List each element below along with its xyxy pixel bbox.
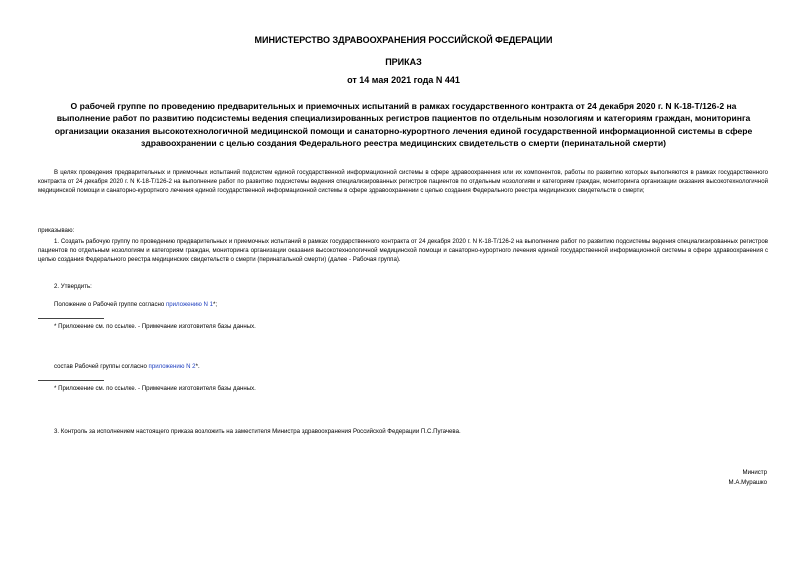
signature-name: М.А.Мурашко [728, 479, 767, 486]
footnote2-rule [38, 380, 104, 381]
item2a-paragraph [54, 300, 217, 309]
footnote1-rule [38, 318, 104, 319]
signature-block [729, 468, 767, 488]
item2b-prefix: состав Рабочей группы согласно [54, 363, 149, 370]
footnote2: * Приложение см. по ссылке. - Примечание изготовителя базы данных. [54, 385, 256, 392]
preamble-paragraph: В целях проведения предварительных и приемочных испытаний подсистем единой государственной информационной системы в сфере здравоохранения или их компонентов, работы по развитию которых выполняются в рамках государственного контракта от 24 декабря 2020 г. N К-18-Т/126-2 на выполнение работ по развитию подсистемы ведения специализированных регистров пациентов по отдельным нозологиям и категориям граждан, мониторинга организации оказания высокотехнологичной медицинской помощи и санаторно-курортного лечения единой государственной информационной системы в сфере здравоохранении с целью создания Федерального реестра медицинских свидетельств о смерти; [38, 169, 768, 195]
appendix2-link[interactable]: приложению N 2 [148, 363, 196, 370]
signature-position: Министр [742, 469, 767, 476]
item2a-suffix: *; [212, 301, 218, 308]
item2a-prefix: Положение о Рабочей группе согласно [54, 301, 166, 308]
item3-paragraph: 3. Контроль за исполнением настоящего приказа возложить на заместителя Министра здравоохранения Российской Федерации П.С.Пугачева. [54, 428, 461, 435]
item2b-suffix: *. [195, 363, 200, 370]
item1-paragraph: 1. Создать рабочую группу по проведению предварительных и приемочных испытаний в рамках государственного контракта от 24 декабря 2020 г. N К-18-Т/126-2 на выполнение работ по развитию подсистемы ведения специализированных регистров пациентов по отдельным нозологиям и категориям граждан, мониторинга организации оказания высокотехнологичной медицинской помощи и санаторно-курортного лечения единой государственной информационной системы в сфере здравоохранения с целью создания Федерального реестра медицинских свидетельств о смерти (перинатальной смерти) (далее - Рабочая группа). [38, 238, 768, 264]
order-word: приказываю: [38, 227, 75, 234]
appendix1-link[interactable]: приложению N 1 [165, 301, 213, 308]
doc-type-heading: ПРИКАЗ [385, 57, 422, 67]
document-title: О рабочей группе по проведению предварительных и приемочных испытаний в рамках государственного контракта от 24 декабря 2020 г. N К-18-Т/126-2 на выполнение работ по развитию подсистемы ведения специализированных регистров пациентов по отдельным нозологиям и категориям граждан, мониторинга организации оказания высокотехнологичной медицинской помощи и санаторно-курортного лечения единой государственной информационной системы в сфере здравоохранении с целью создания Федерального реестра медицинских свидетельств о смерти (перинатальной смерти) [54, 101, 753, 149]
date-number-heading: от 14 мая 2021 года N 441 [347, 75, 460, 85]
ministry-heading: МИНИСТЕРСТВО ЗДРАВООХРАНЕНИЯ РОССИЙСКОЙ ФЕДЕРАЦИИ [254, 35, 553, 45]
footnote1: * Приложение см. по ссылке. - Примечание изготовителя базы данных. [54, 323, 256, 330]
item2-paragraph: 2. Утвердить: [54, 283, 92, 290]
item2b-paragraph [54, 362, 200, 371]
